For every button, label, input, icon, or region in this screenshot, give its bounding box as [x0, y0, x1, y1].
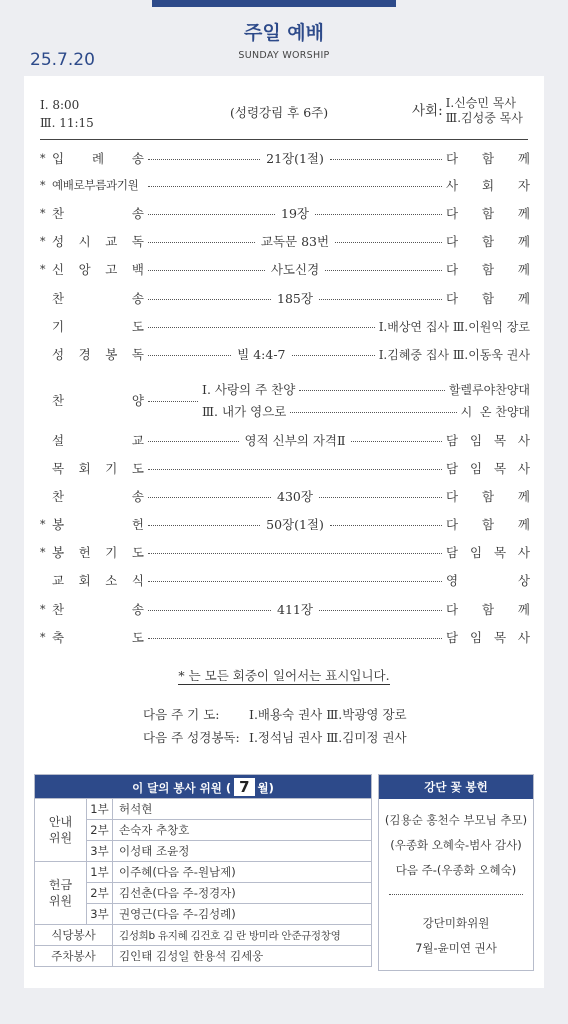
order-item-detail: 사도신경 [270, 262, 320, 277]
leader-dots [148, 610, 271, 611]
order-item-name: 찬 송 [52, 206, 144, 221]
order-item-name: 성 경 봉 독 [52, 347, 144, 362]
standing-marker: * [40, 151, 46, 165]
leader-dots [330, 159, 442, 160]
leader-dots [148, 242, 255, 243]
usher-group: 안내 위원 [35, 799, 87, 862]
leader-dots [330, 525, 442, 526]
leader-dots [148, 401, 198, 402]
order-item-name: 찬 송 [52, 291, 144, 306]
presider-label: 사회: [412, 102, 443, 119]
service-time: Ⅰ. 8:00 [40, 98, 80, 112]
anthem-line [202, 378, 530, 400]
parking-label: 주차봉사 [35, 946, 113, 967]
part-label: 3부 [87, 841, 113, 862]
leader-dots [325, 270, 442, 271]
volunteer-names: 김선춘(다음 주-정경자) [113, 883, 372, 904]
order-item-detail: 411장 [277, 602, 313, 617]
order-item-leader: 담 임 목 사 [446, 545, 530, 560]
leader-dots [148, 638, 442, 639]
volunteer-names: 김인태 김성일 한용석 김세웅 [113, 946, 372, 967]
leader-dots [292, 355, 375, 356]
part-label: 2부 [87, 820, 113, 841]
order-row [40, 429, 530, 451]
order-item-leader: Ⅰ.배상연 집사 Ⅲ.이원익 장로 [378, 319, 530, 334]
leader-dots [148, 299, 271, 300]
page-subtitle: SUNDAY WORSHIP [238, 50, 330, 61]
order-row [40, 598, 530, 620]
order-item-leader: 다 함 께 [446, 151, 530, 166]
presiders [412, 96, 523, 126]
anthem-line [202, 400, 530, 422]
leader-dots [148, 469, 442, 470]
order-item-detail: 430장 [277, 489, 313, 504]
volunteer-names: 손숙자 추창호 [113, 820, 372, 841]
next-week-reading: 다음 주 성경봉독: Ⅰ.정석님 권사 Ⅲ.김미정 권사 [143, 730, 407, 745]
leader-dots [148, 441, 239, 442]
standing-marker: * [40, 178, 46, 192]
service-date: 25.7.20 [30, 50, 95, 70]
order-row [40, 513, 530, 535]
service-time: Ⅲ. 11:15 [40, 116, 94, 130]
anthem-title: Ⅰ. 사랑의 주 찬양 [202, 382, 296, 397]
standing-marker: * [40, 630, 46, 644]
volunteer-names: 이주혜(다음 주-원남제) [113, 862, 372, 883]
order-row [40, 315, 530, 337]
order-row [40, 147, 530, 169]
flower-dedication: (우종화 오혜숙-범사 감사) [390, 838, 522, 852]
service-times [40, 96, 94, 132]
order-item-detail: 21장(1절) [266, 151, 324, 166]
leader-dots [148, 497, 271, 498]
order-item-detail: 50장(1절) [266, 517, 324, 532]
flower-dedication: 다음 주-(우종화 오혜숙) [395, 863, 517, 877]
flower-dedication: (김용순 홍천수 부모님 추모) [384, 813, 528, 827]
offering-group: 헌금 위원 [35, 862, 87, 925]
leader-dots [148, 214, 275, 215]
volunteer-names: 이성태 조윤정 [113, 841, 372, 862]
leader-dots [319, 497, 442, 498]
order-item-name: 신 앙 고 백 [52, 262, 144, 277]
standing-marker: * [40, 262, 46, 276]
order-item-detail: 영적 신부의 자격Ⅱ [244, 433, 346, 448]
flowers-header: 강단 꽃 봉헌 [379, 775, 533, 799]
order-item-leader: 담 임 목 사 [446, 461, 530, 476]
standing-marker: * [40, 545, 46, 559]
order-row [40, 626, 530, 648]
order-item-name: 설 교 [52, 433, 144, 448]
leader-dots [148, 581, 442, 582]
order-row [40, 485, 530, 507]
order-row [40, 541, 530, 563]
order-item-name: 입 례 송 [52, 151, 144, 166]
liturgical-occasion: (성령강림 후 6주) [230, 105, 329, 120]
order-item-detail: 185장 [277, 291, 313, 306]
leader-dots [148, 525, 260, 526]
leader-dots [148, 270, 265, 271]
volunteer-names: 김성희b 유지혜 김건호 김 란 방미라 안준규정창영 [113, 925, 372, 946]
part-label: 1부 [87, 862, 113, 883]
order-item-leader: 다 함 께 [446, 206, 530, 221]
volunteer-names: 권영근(다음 주-김성례) [113, 904, 372, 925]
order-row [40, 230, 530, 252]
order-item-name: 봉 헌 기 도 [52, 545, 144, 560]
order-row [40, 457, 530, 479]
committee-label: 강단미화위원 [422, 916, 490, 930]
page-title: 주일 예배 [243, 22, 325, 44]
next-week-prayer: 다음 주 기 도: Ⅰ.배용숙 권사 Ⅲ.박광영 장로 [143, 707, 407, 722]
top-accent-bar [152, 0, 396, 7]
leader-dots [148, 186, 442, 187]
order-item-leader: 다 함 께 [446, 602, 530, 617]
order-item-name: 목 회 기 도 [52, 461, 144, 476]
leader-dots [290, 412, 456, 413]
standing-note: * 는 모든 회중이 일어서는 표시입니다. [178, 668, 390, 683]
order-item-leader: 다 함 께 [446, 517, 530, 532]
part-label: 1부 [87, 799, 113, 820]
order-item-detail: 교독문 83번 [260, 234, 330, 249]
order-row [40, 569, 530, 591]
order-item-name: 기 도 [52, 319, 144, 334]
part-label: 2부 [87, 883, 113, 904]
choir-name: 할렐루야찬양대 [448, 382, 530, 397]
standing-marker: * [40, 602, 46, 616]
order-row [40, 287, 530, 309]
volunteers-table [34, 774, 372, 967]
leader-dots [148, 327, 375, 328]
leader-dots [351, 441, 442, 442]
order-item-leader: 다 함 께 [446, 291, 530, 306]
order-item-name: 찬 양 [52, 393, 144, 408]
anthem-title: Ⅲ. 내가 영으로 [202, 404, 287, 419]
order-item-leader: 사 회 자 [446, 178, 530, 193]
order-item-detail: 빌 4:4-7 [237, 347, 286, 362]
order-row [40, 258, 530, 280]
order-item-leader: 다 함 께 [446, 234, 530, 249]
leader-dots [148, 159, 260, 160]
order-item-name: 찬 송 [52, 489, 144, 504]
part-label: 3부 [87, 904, 113, 925]
volunteers-header: 이 달의 봉사 위원 ( 7 월) [35, 775, 372, 799]
leader-dots [148, 553, 442, 554]
order-row [40, 202, 530, 224]
volunteer-names: 허석현 [113, 799, 372, 820]
committee-member: 7월-윤미연 권사 [415, 941, 497, 955]
order-item-leader: 다 함 께 [446, 489, 530, 504]
order-item-leader: 담 임 목 사 [446, 433, 530, 448]
leader-dots [335, 242, 442, 243]
choir-name: 시 온 찬양대 [460, 404, 530, 419]
leader-dots [148, 355, 231, 356]
order-item-detail: 19장 [281, 206, 309, 221]
order-item-name: 봉 헌 [52, 517, 144, 532]
order-item-name: 축 도 [52, 630, 144, 645]
leader-dots [319, 610, 442, 611]
volunteers-month: 7 [234, 778, 254, 796]
presider: Ⅰ.신승민 목사 [445, 96, 516, 110]
order-item-leader: 담 임 목 사 [446, 630, 530, 645]
order-item-leader: Ⅰ.김혜중 집사 Ⅲ.이동욱 권사 [378, 347, 530, 362]
leader-dots [319, 299, 442, 300]
order-item-name: 성 시 교 독 [52, 234, 144, 249]
order-item-leader: 영 상 [446, 573, 530, 588]
order-item-leader: 다 함 께 [446, 262, 530, 277]
leader-dots [315, 214, 442, 215]
altar-flowers-box [378, 774, 534, 971]
kitchen-label: 식당봉사 [35, 925, 113, 946]
header-divider [40, 139, 528, 140]
order-item-name: 예배로부름과기원 [52, 178, 139, 192]
standing-marker: * [40, 206, 46, 220]
dotted-divider [389, 894, 523, 895]
order-item-name: 교 회 소 식 [52, 573, 144, 588]
order-row [40, 378, 530, 422]
order-row [40, 343, 530, 365]
order-item-name: 찬 송 [52, 602, 144, 617]
standing-marker: * [40, 517, 46, 531]
leader-dots [299, 390, 445, 391]
standing-marker: * [40, 234, 46, 248]
presider: Ⅲ.김성중 목사 [445, 111, 523, 125]
order-row [40, 174, 530, 196]
